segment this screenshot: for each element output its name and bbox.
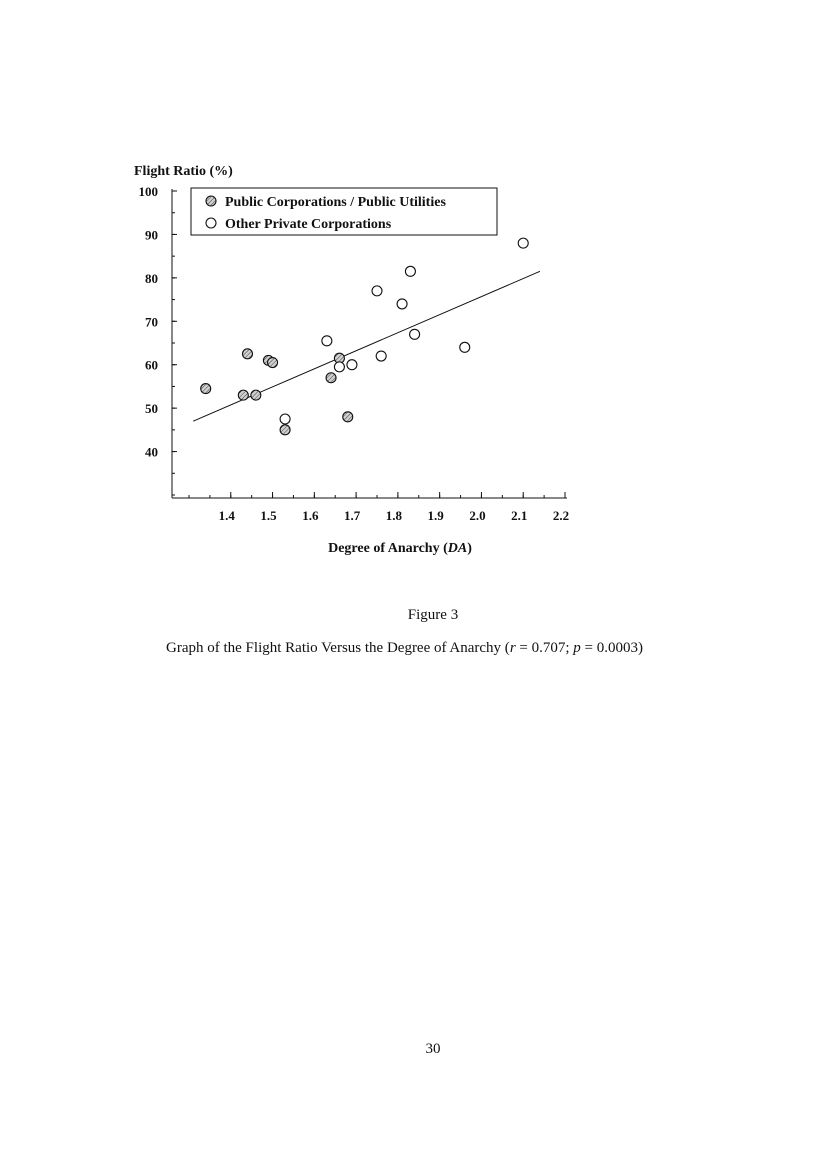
public-corp-point xyxy=(242,349,252,359)
caption-p-symbol: p xyxy=(573,640,581,656)
figure-label: Figure 3 xyxy=(407,607,459,623)
caption-r-value: = 0.707; xyxy=(515,640,574,656)
private-corp-point xyxy=(405,266,415,276)
x-tick-label: 1.5 xyxy=(260,508,277,523)
public-corp-point xyxy=(238,390,248,400)
y-tick-label: 80 xyxy=(145,270,158,286)
public-corp-point xyxy=(268,358,278,368)
y-tick-label: 60 xyxy=(145,357,158,373)
caption-text: Graph of the Flight Ratio Versus the Degree of Anarchy ( xyxy=(166,640,510,656)
x-tick-label: 1.4 xyxy=(218,508,235,523)
private-corp-point xyxy=(372,286,382,296)
x-tick-label: 1.8 xyxy=(385,508,403,523)
data-points xyxy=(201,238,529,435)
y-tick-label: 90 xyxy=(145,227,158,243)
y-tick-label: 50 xyxy=(145,401,158,417)
x-tick-label: 1.9 xyxy=(427,508,444,523)
public-corp-point xyxy=(343,412,353,422)
public-corp-point xyxy=(280,425,290,435)
y-tick-label: 40 xyxy=(145,444,158,460)
private-corp-point xyxy=(376,351,386,361)
x-axis-title: Degree of Anarchy (DA) xyxy=(328,541,472,556)
caption-p-value: = 0.0003) xyxy=(580,640,644,656)
public-corp-point xyxy=(251,390,261,400)
legend-marker-private xyxy=(206,218,216,228)
private-corp-point xyxy=(347,360,357,370)
private-corp-point xyxy=(397,299,407,309)
public-corp-point xyxy=(326,373,336,383)
private-corp-point xyxy=(334,362,344,372)
legend-label-private: Other Private Corporations xyxy=(225,217,392,232)
private-corp-point xyxy=(518,238,528,248)
private-corp-point xyxy=(410,329,420,339)
public-corp-point xyxy=(201,384,211,394)
y-tick-label: 70 xyxy=(145,314,158,330)
x-axis-label-text: Degree of Anarchy xyxy=(328,541,440,556)
x-tick-label: 2.0 xyxy=(469,508,486,523)
x-tick-label: 2.2 xyxy=(552,508,570,523)
y-axis-title: Flight Ratio (%) xyxy=(134,164,233,179)
private-corp-point xyxy=(460,342,470,352)
private-corp-point xyxy=(322,336,332,346)
y-tick-label: 100 xyxy=(138,184,158,199)
chart-legend xyxy=(191,188,497,235)
page-number: 30 xyxy=(425,1041,441,1057)
private-corp-point xyxy=(280,414,290,424)
x-tick-label: 2.1 xyxy=(511,508,528,523)
legend-marker-public xyxy=(206,196,216,206)
x-tick-label: 1.7 xyxy=(343,508,361,523)
legend-label-public: Public Corporations / Public Utilities xyxy=(225,195,446,210)
x-tick-label: 1.6 xyxy=(302,508,319,523)
x-axis-symbol: DA xyxy=(447,541,468,556)
caption-r-symbol: r xyxy=(509,640,516,656)
figure-caption xyxy=(166,640,643,657)
